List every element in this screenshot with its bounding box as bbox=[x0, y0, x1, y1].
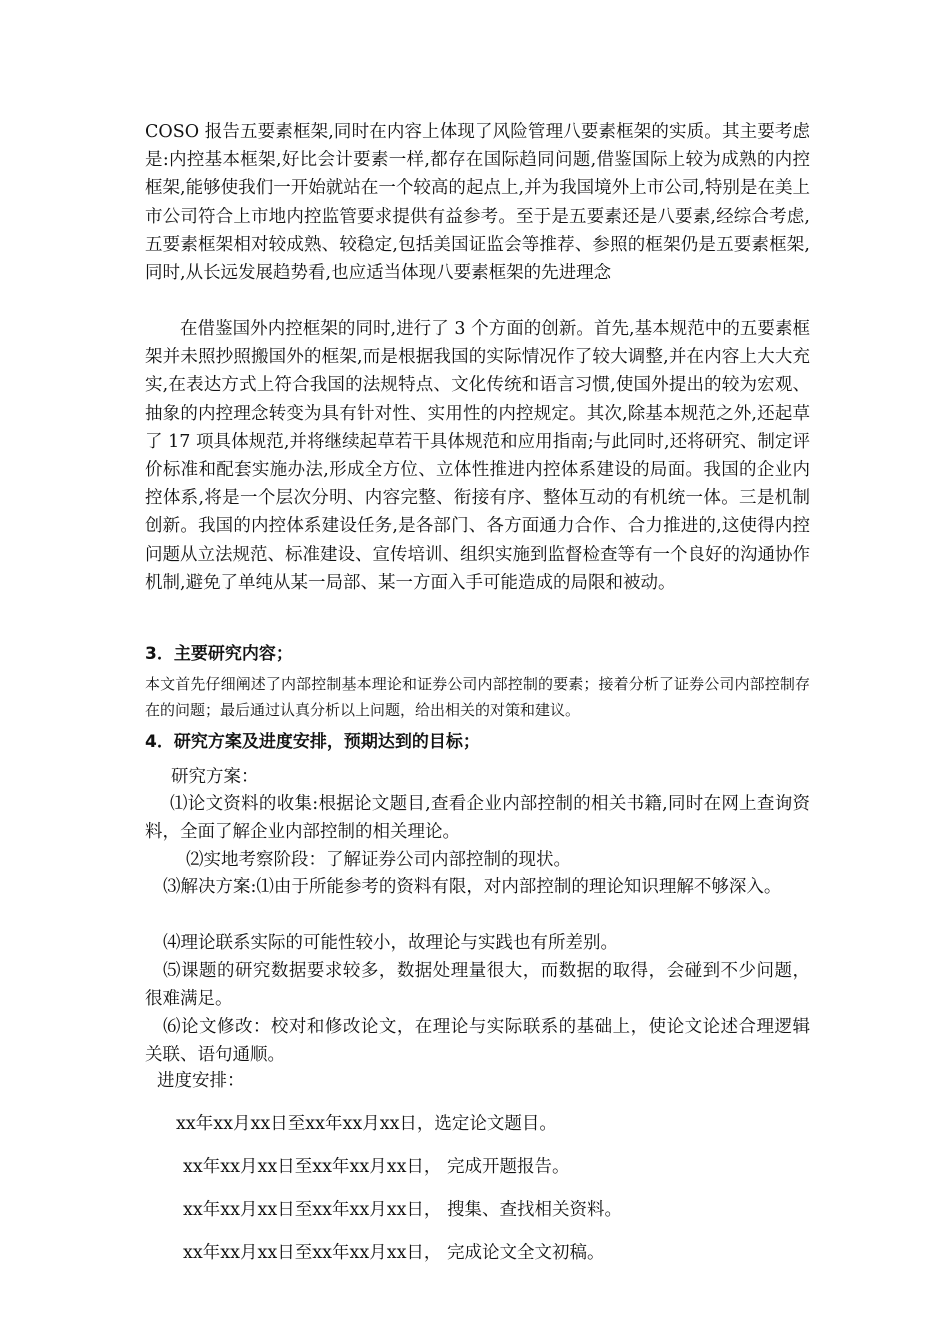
plan-item-1: ⑴论文资料的收集:根据论文题目,查看企业内部控制的相关书籍,同时在网上查询资料，全面了解企业内部控制的相关理论。 bbox=[145, 794, 810, 843]
research-plan-label: 研究方案： bbox=[171, 767, 259, 787]
plan-item-6: ⑹论文修改：校对和修改论文，在理论与实际联系的基础上，使论文论述合理逻辑关联、语句通顺。 bbox=[145, 1017, 810, 1066]
section-4-heading: 4．研究方案及进度安排，预期达到的目标； bbox=[145, 732, 480, 752]
section-3-body: 本文首先仔细阐述了内部控制基本理论和证券公司内部控制的要素；接着分析了证券公司内部控制存在的问题；最后通过认真分析以上问题，给出相关的对策和建议。 bbox=[145, 675, 810, 719]
schedule-item: xx年xx月xx日至xx年xx月xx日， 搜集、查找相关资料。 bbox=[183, 1200, 622, 1220]
plan-item-2: ⑵实地考察阶段：了解证券公司内部控制的现状。 bbox=[186, 850, 571, 870]
plan-item-3: ⑶解决方案:⑴由于所能参考的资料有限，对内部控制的理论知识理解不够深入。 bbox=[163, 877, 782, 897]
plan-item-5: ⑸课题的研究数据要求较多，数据处理量很大，而数据的取得，会碰到不少问题，很难满足。 bbox=[145, 961, 810, 1010]
schedule-item: xx年xx月xx日至xx年xx月xx日， 完成论文全文初稿。 bbox=[183, 1243, 605, 1263]
schedule-item: xx年xx月xx日至xx年xx月xx日， 完成开题报告。 bbox=[183, 1157, 570, 1177]
schedule-item: xx年xx月xx日至xx年xx月xx日，选定论文题目。 bbox=[176, 1114, 557, 1134]
paragraph-innovation: 在借鉴国外内控框架的同时,进行了 3 个方面的创新。首先,基本规范中的五要素框架并未照抄照搬国外的框架,而是根据我国的实际情况作了较大调整,并在内容上大大充实,在表达方式上符合我国的法规特点、文化传统和语言习惯,使国外提出的较为宏观、抽象的内控理念转变为具有针对性、实用性的内控规定。其次,除基本规范之外,还起草了 17 项具体规范,并将继续起草若干具体规范和应用指南;与此同时,还将研究、制定评价标准和配套实施办法,形成全方位、立体性推进内控体系建设的局面。我国的企业内控体系,将是一个层次分明、内容完整、衔接有序、整体互动的有机统一体。三是机制创新。我国的内控体系建设任务,是各部门、各方面通力合作、合力推进的,这使得内控问题从立法规范、标准建设、宣传培训、组织实施到监督检查等有一个良好的沟通协作机制,避免了单纯从某一局部、某一方面入手可能造成的局限和被动。 bbox=[145, 319, 810, 593]
paragraph-coso-framework: COSO 报告五要素框架,同时在内容上体现了风险管理八要素框架的实质。其主要考虑是:内控基本框架,好比会计要素一样,都存在国际趋同问题,借鉴国际上较为成熟的内控框架,能够使我们一开始就站在一个较高的起点上,并为我国境外上市公司,特别是在美上市公司符合上市地内控监管要求提供有益参考。至于是五要素还是八要素,经综合考虑,五要素框架相对较成熟、较稳定,包括美国证监会等推荐、参照的框架仍是五要素框架,同时,从长远发展趋势看,也应适当体现八要素框架的先进理念 bbox=[145, 122, 810, 284]
section-3-heading: 3．主要研究内容； bbox=[145, 644, 293, 664]
plan-item-4: ⑷理论联系实际的可能性较小，故理论与实践也有所差别。 bbox=[163, 933, 618, 953]
schedule-label: 进度安排： bbox=[157, 1071, 245, 1091]
